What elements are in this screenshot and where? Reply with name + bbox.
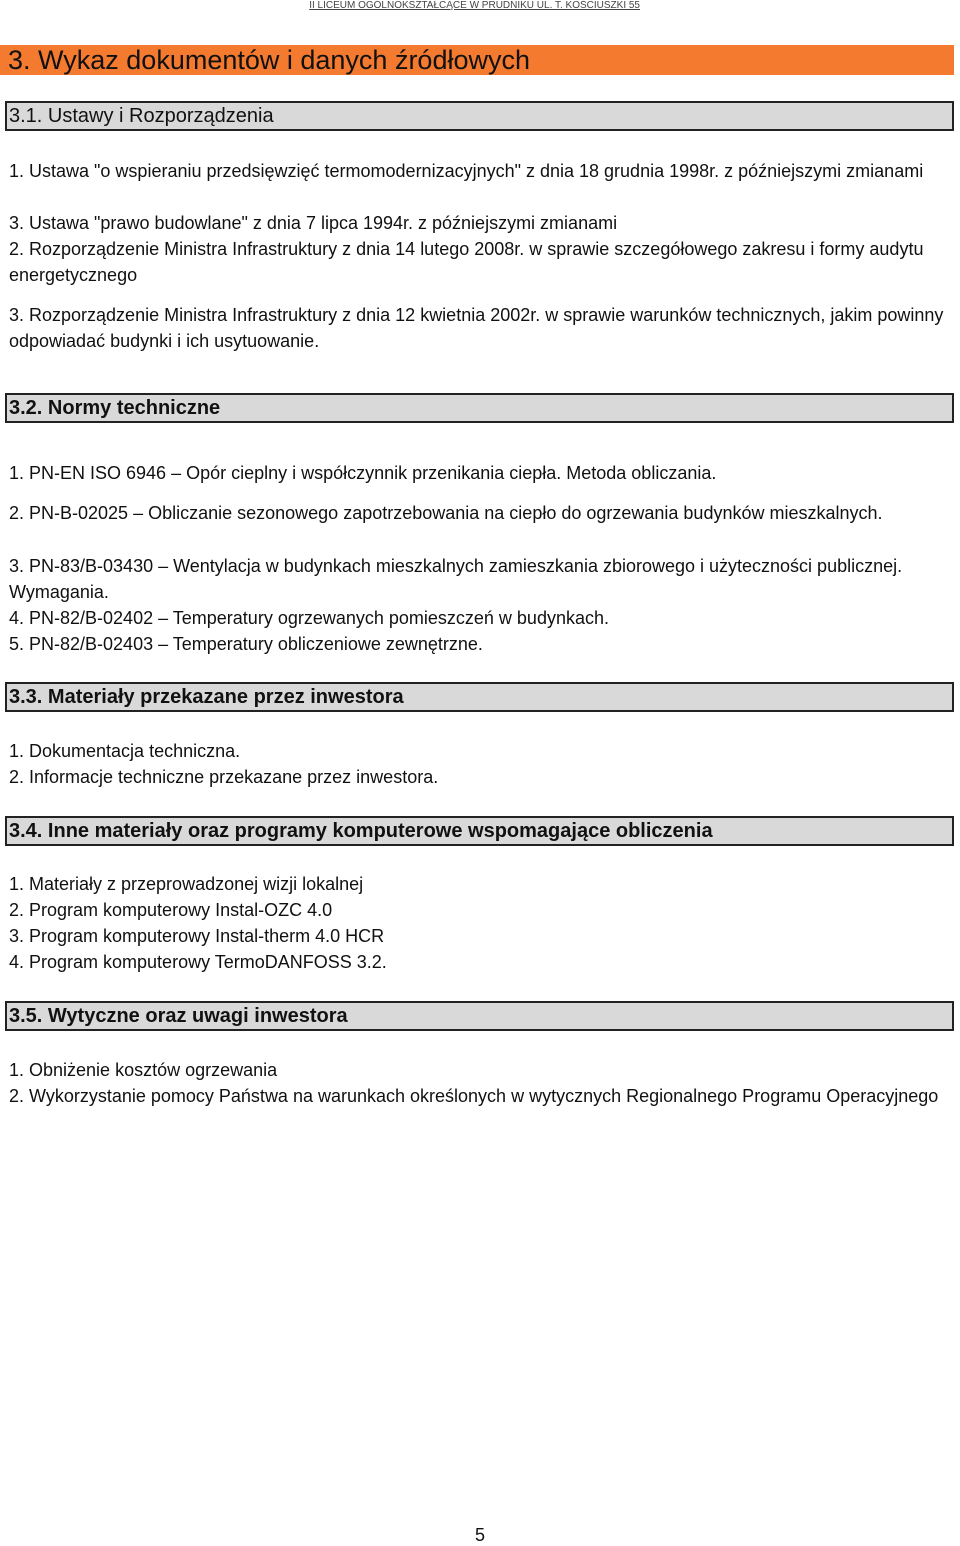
list-item: 4. PN-82/B-02402 – Temperatury ogrzewanych pomieszczeń w budynkach. [9,608,609,628]
page-title: 3. Wykaz dokumentów i danych źródłowych [0,45,954,75]
list-item: 3. Rozporządzenie Ministra Infrastruktury z dnia 12 kwietnia 2002r. w sprawie warunków technicznych, jakim powinny odpowiadać budynki i ich usytuowanie. [9,305,944,351]
list-item: 2. Program komputerowy Instal-OZC 4.0 [9,900,333,920]
section-heading-3-5: 3.5. Wytyczne oraz uwagi inwestora [5,1001,954,1031]
list-item: 1. PN-EN ISO 6946 – Opór cieplny i współczynnik przenikania ciepła. Metoda obliczania. [9,463,717,483]
section-heading-3-3: 3.3. Materiały przekazane przez inwestora [5,682,954,712]
list-item: 2. Rozporządzenie Ministra Infrastruktury z dnia 14 lutego 2008r. w sprawie szczegółowego zakresu i formy audytu energetycznego [9,239,924,285]
section-heading-3-4: 3.4. Inne materiały oraz programy komputerowe wspomagające obliczenia [5,816,954,846]
list-item: 1. Materiały z przeprowadzonej wizji lokalnej [9,874,364,894]
page-number: 5 [474,1525,485,1545]
section-heading-3-1: 3.1. Ustawy i Rozporządzenia [5,101,954,131]
list-item: 4. Program komputerowy TermoDANFOSS 3.2. [9,952,387,972]
list-item: 3. PN-83/B-03430 – Wentylacja w budynkach mieszkalnych zamieszkania zbiorowego i użyteczności publicznej. Wymagania. [9,556,903,602]
list-item: 1. Ustawa "o wspieraniu przedsięwzięć termomodernizacyjnych" z dnia 18 grudnia 1998r. z późniejszymi zmianami [9,161,924,181]
list-item: 2. PN-B-02025 – Obliczanie sezonowego zapotrzebowania na ciepło do ogrzewania budynków mieszkalnych. [9,503,883,523]
list-item: 1. Dokumentacja techniczna. [9,741,241,761]
list-item: 2. Informacje techniczne przekazane przez inwestora. [9,767,439,787]
section-heading-3-2: 3.2. Normy techniczne [5,393,954,423]
list-item: 3. Program komputerowy Instal-therm 4.0 HCR [9,926,385,946]
list-item: 5. PN-82/B-02403 – Temperatury obliczeniowe zewnętrzne. [9,634,483,654]
list-item: 1. Obniżenie kosztów ogrzewania [9,1060,278,1080]
list-item: 2. Wykorzystanie pomocy Państwa na warunkach określonych w wytycznych Regionalnego Programu Operacyjnego [9,1086,939,1106]
list-item: 3. Ustawa "prawo budowlane" z dnia 7 lipca 1994r. z późniejszymi zmianami [9,213,618,233]
header-link[interactable]: II LICEUM OGÓLNOKSZTAŁCĄCE W PRUDNIKU UL. T. KOŚCIUSZKI 55 [309,0,640,11]
